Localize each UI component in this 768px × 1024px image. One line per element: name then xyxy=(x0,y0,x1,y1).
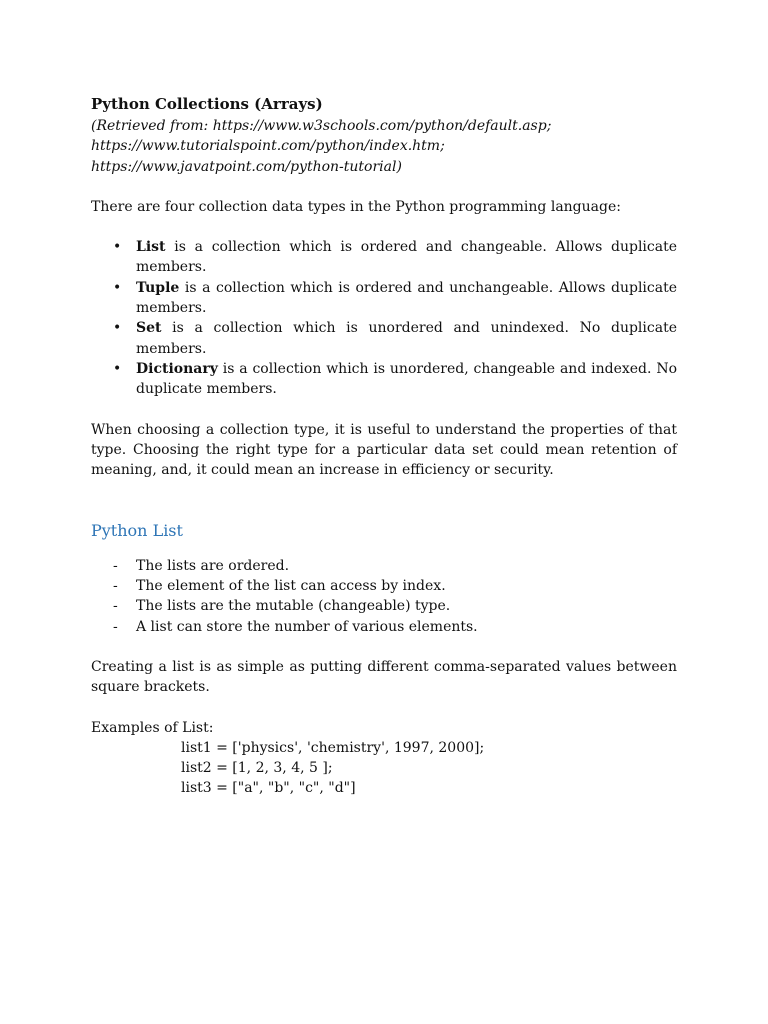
source-line: (Retrieved from: https://www.w3schools.com/python/default.asp; xyxy=(91,118,552,134)
list-point-text: The lists are ordered. xyxy=(136,557,290,574)
dash-icon: - xyxy=(113,578,118,595)
list-item xyxy=(91,318,677,359)
type-description: is a collection which is unordered, changeable and indexed. No duplicate members. xyxy=(136,360,677,398)
type-term: Dictionary xyxy=(136,360,218,377)
document-page xyxy=(91,92,677,799)
type-term: List xyxy=(136,239,166,256)
type-description: is a collection which is unordered and unindexed. No duplicate members. xyxy=(136,320,677,357)
python-list-points xyxy=(91,556,677,637)
collection-types-list xyxy=(91,237,677,399)
examples-label: Examples of List: xyxy=(91,719,214,736)
section-heading-python-list: Python List xyxy=(91,521,183,541)
bullet-icon: • xyxy=(113,360,122,377)
document-title: Python Collections (Arrays) xyxy=(91,95,323,113)
example-line: list2 = [1, 2, 3, 4, 5 ]; xyxy=(181,760,333,777)
bullet-icon: • xyxy=(113,320,122,337)
example-line: list1 = ['physics', 'chemistry', 1997, 2000]; xyxy=(181,739,485,756)
source-citation xyxy=(91,116,677,177)
list-item xyxy=(91,617,677,637)
type-term: Set xyxy=(136,320,162,337)
source-line: https://www.tutorialspoint.com/python/index.htm; xyxy=(91,138,445,155)
type-term: Tuple xyxy=(136,279,180,296)
bullet-icon: • xyxy=(113,239,122,256)
list-item xyxy=(91,596,677,616)
list-item xyxy=(91,556,677,576)
type-description: is a collection which is ordered and changeable. Allows duplicate members. xyxy=(136,239,677,276)
list-point-text: The lists are the mutable (changeable) type. xyxy=(136,598,451,615)
list-item xyxy=(91,237,677,278)
creating-paragraph: Creating a list is as simple as putting different comma-separated values between square brackets. xyxy=(91,658,677,696)
list-item xyxy=(91,576,677,596)
choosing-paragraph: When choosing a collection type, it is useful to understand the properties of that type. Choosing the right type for a particular data set could mean retention of meaning, and, it could mean an increase in efficiency or security. xyxy=(91,421,677,479)
list-item xyxy=(91,278,677,319)
intro-paragraph: There are four collection data types in the Python programming language: xyxy=(91,198,621,215)
bullet-icon: • xyxy=(113,279,122,296)
list-point-text: A list can store the number of various elements. xyxy=(136,618,478,635)
dash-icon: - xyxy=(113,618,118,635)
source-line: https://www.javatpoint.com/python-tutorial) xyxy=(91,158,402,175)
example-line: list3 = ["a", "b", "c", "d"] xyxy=(181,780,356,797)
examples-block xyxy=(91,738,677,799)
dash-icon: - xyxy=(113,557,118,574)
dash-icon: - xyxy=(113,598,118,615)
list-point-text: The element of the list can access by index. xyxy=(136,578,446,595)
list-item xyxy=(91,359,677,400)
type-description: is a collection which is ordered and unchangeable. Allows duplicate members. xyxy=(136,279,677,317)
